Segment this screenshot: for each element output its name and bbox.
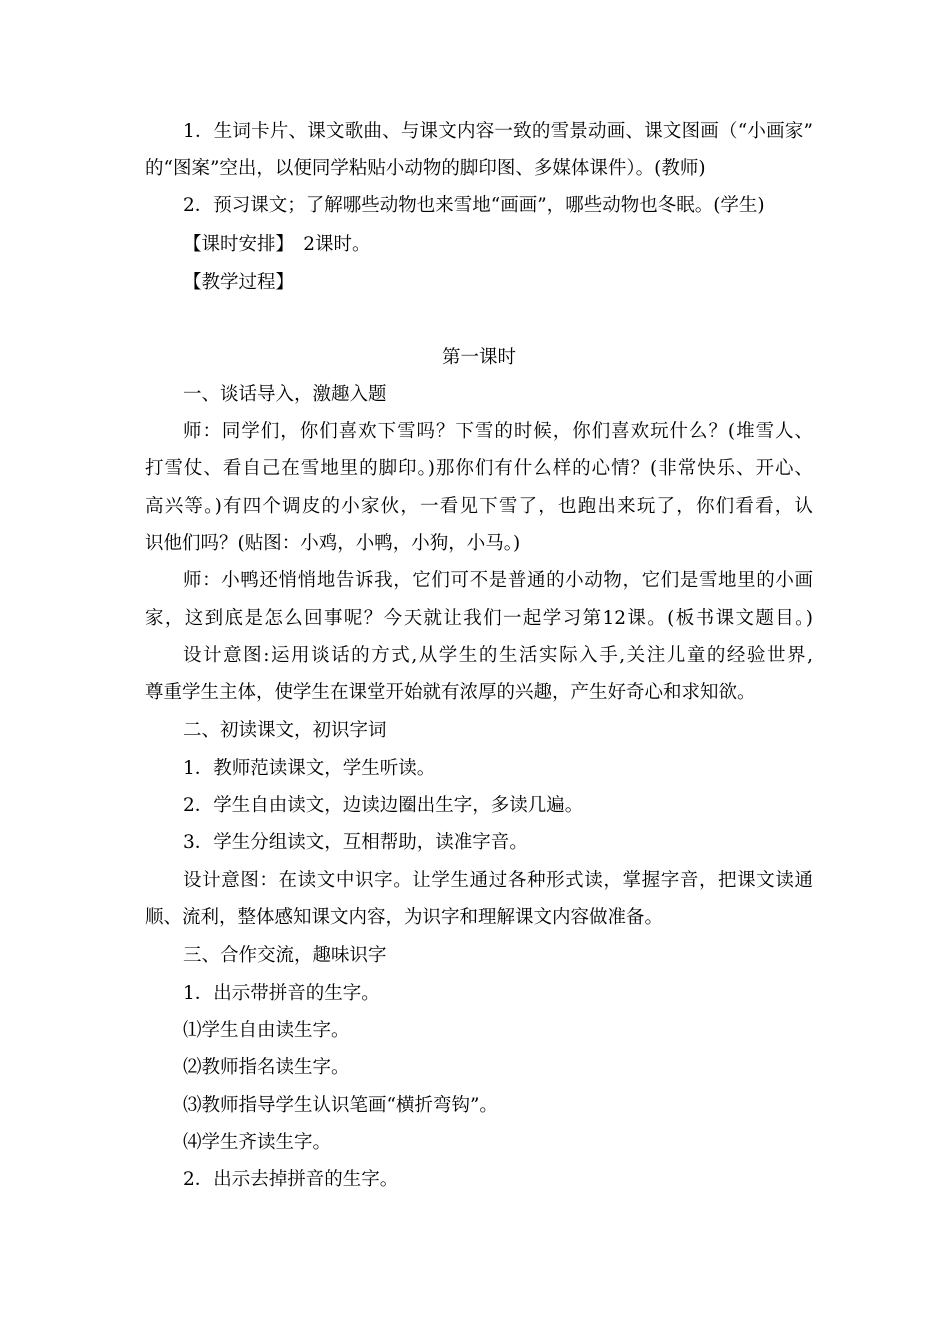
section-1-para-2-line-1: 师：小鸭还悄悄地告诉我，它们可不是普通的小动物，它们是雪地里的小画 xyxy=(183,570,813,591)
section-2-step-2: 2．学生自由读文，边读边圈出生字，多读几遍。 xyxy=(183,795,584,816)
lesson-title: 第一课时 xyxy=(441,347,516,368)
section-2-step-3: 3．学生分组读文，互相帮助，读准字音。 xyxy=(183,832,528,853)
section-1-design-line-1: 设计意图:运用谈话的方式,从学生的生活实际入手,关注儿童的经验世界, xyxy=(183,645,813,666)
section-3-sub-4: ⑷学生齐读生字。 xyxy=(183,1132,332,1153)
section-1-para-1-line-2: 打雪仗、看自己在雪地里的脚印。)那你们有什么样的心情？(非常快乐、开心、 xyxy=(145,458,813,479)
section-2-step-1: 1．教师范读课文，学生听读。 xyxy=(183,758,436,779)
preparation-item-2: 2．预习课文；了解哪些动物也来雪地“画画”，哪些动物也冬眠。(学生) xyxy=(183,195,765,216)
schedule-line: 【课时安排】 2课时。 xyxy=(183,234,371,255)
section-3-heading: 三、合作交流，趣味识字 xyxy=(183,945,387,966)
section-1-para-2-line-2: 家，这到底是怎么回事呢？今天就让我们一起学习第12课。(板书课文题目。) xyxy=(145,608,813,629)
process-heading: 【教学过程】 xyxy=(183,272,295,293)
section-1-para-1-line-1: 师：同学们，你们喜欢下雪吗？下雪的时候，你们喜欢玩什么？(堆雪人、 xyxy=(183,421,813,442)
section-1-para-1-line-4: 识他们吗？(贴图：小鸡，小鸭，小狗，小马。) xyxy=(145,533,521,554)
section-1-heading: 一、谈话导入，激趣入题 xyxy=(183,384,387,405)
section-3-sub-1: ⑴学生自由读生字。 xyxy=(183,1020,350,1041)
preparation-item-1-line-1: 1．生词卡片、课文歌曲、与课文内容一致的雪景动画、课文图画（“小画家” xyxy=(183,121,813,142)
section-3-sub-3: ⑶教师指导学生认识笔画“横折弯钩”。 xyxy=(183,1095,498,1116)
section-3-step-2: 2．出示去掉拼音的生字。 xyxy=(183,1169,399,1190)
section-2-design-line-1: 设计意图：在读文中识字。让学生通过各种形式读，掌握字音，把课文读通 xyxy=(183,870,813,891)
preparation-item-1-line-2: 的“图案”空出，以便同学粘贴小动物的脚印图、多媒体课件）。(教师) xyxy=(145,158,706,179)
section-3-step-1: 1．出示带拼音的生字。 xyxy=(183,983,380,1004)
section-2-heading: 二、初读课文，初识字词 xyxy=(183,720,387,741)
section-1-para-1-line-3: 高兴等。)有四个调皮的小家伙，一看见下雪了，也跑出来玩了，你们看看，认 xyxy=(145,496,813,517)
section-2-design-line-2: 顺、流利，整体感知课文内容，为识字和理解课文内容做准备。 xyxy=(145,907,664,928)
section-1-design-line-2: 尊重学生主体，使学生在课堂开始就有浓厚的兴趣，产生好奇心和求知欲。 xyxy=(145,682,756,703)
section-3-sub-2: ⑵教师指名读生字。 xyxy=(183,1057,350,1078)
